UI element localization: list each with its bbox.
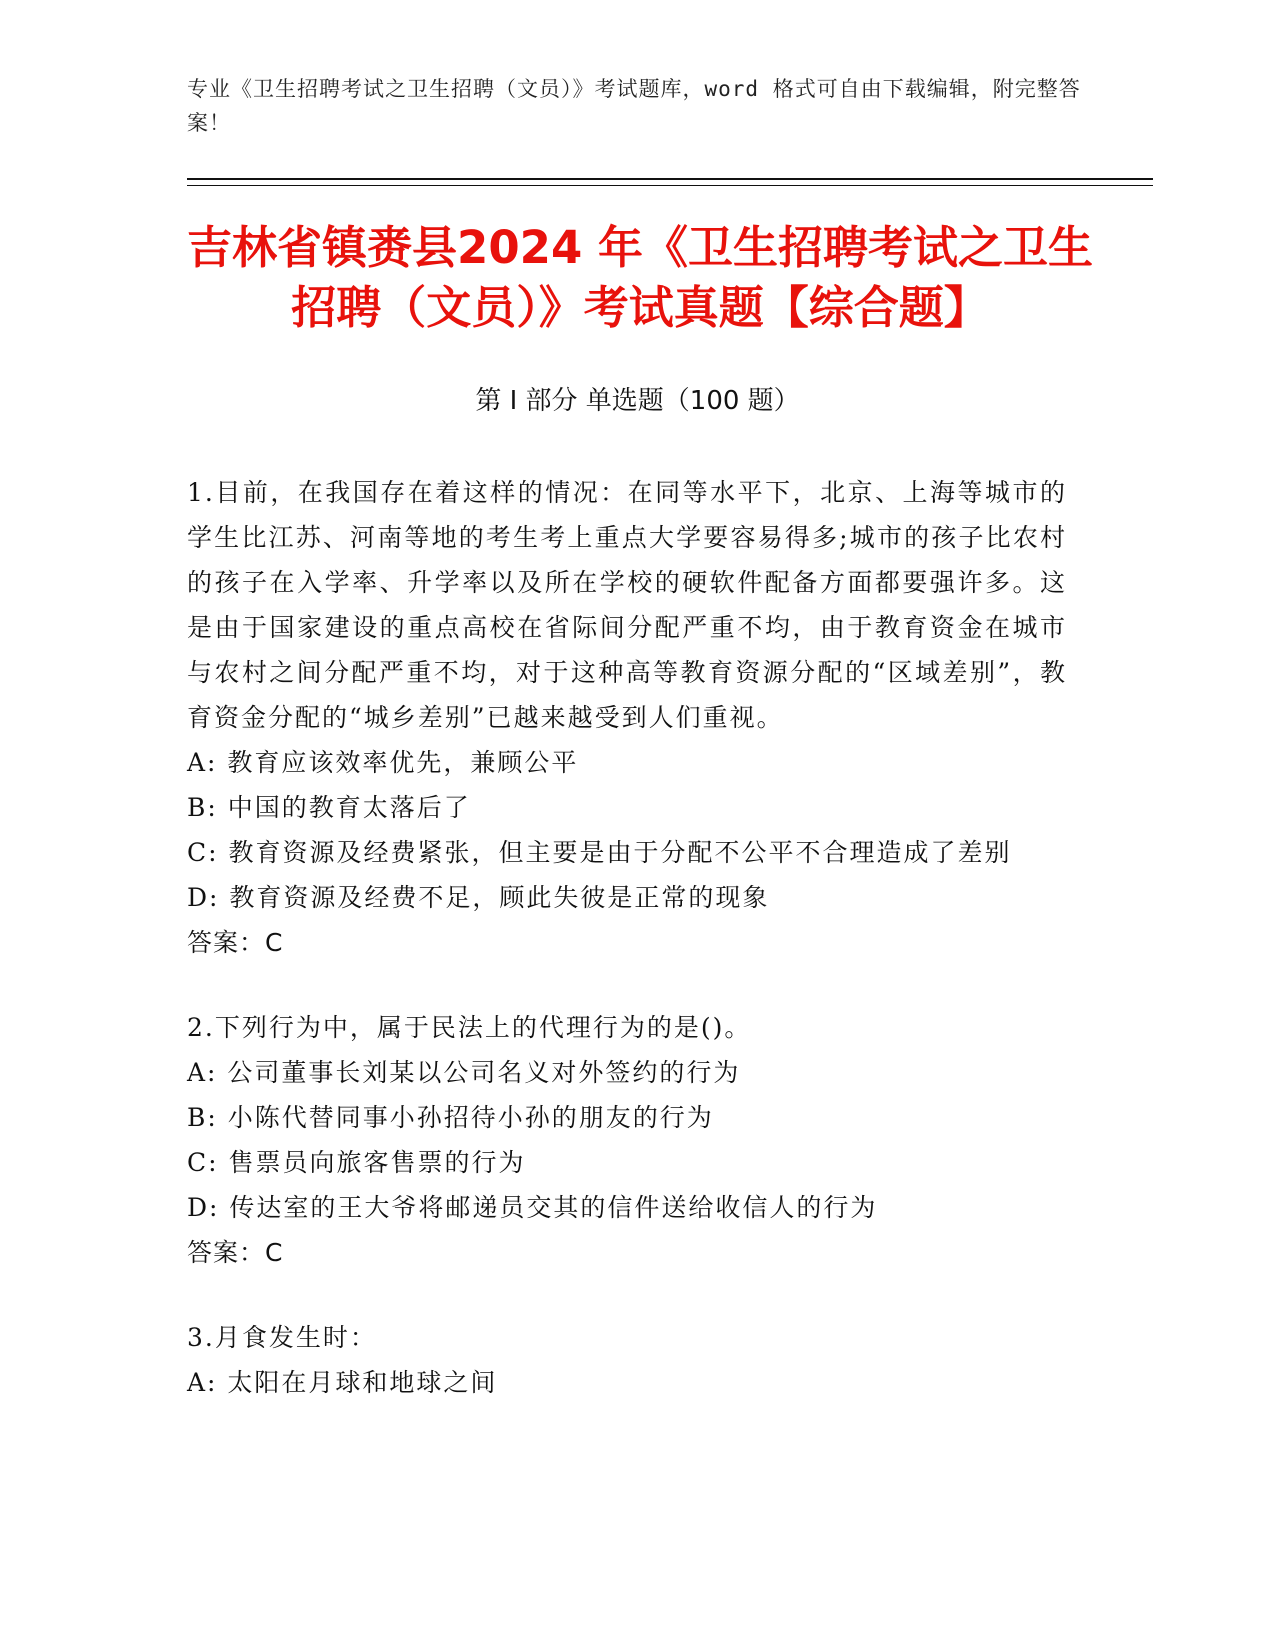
document-title: 吉林省镇赉县2024 年《卫生招聘考试之卫生招聘（文员）》考试真题【综合题】 — [187, 221, 1093, 334]
answer: 答案：C — [187, 928, 284, 957]
option-b: B: 小陈代替同事小孙招待小孙的朋友的行为 — [187, 1103, 714, 1132]
question-stem: 2.下列行为中，属于民法上的代理行为的是()。 — [187, 1013, 752, 1042]
question-2 — [187, 1005, 1067, 1275]
header-note: 专业《卫生招聘考试之卫生招聘（文员）》考试题库，word 格式可自由下载编辑，附完整答案！ — [187, 77, 1081, 135]
answer: 答案：C — [187, 1238, 284, 1267]
question-stem: 1.目前，在我国存在着这样的情况：在同等水平下，北京、上海等城市的学生比江苏、河南等地的考生考上重点大学要容易得多;城市的孩子比农村的孩子在入学率、升学率以及所在学校的硬软件配备方面都要强许多。这是由于国家建设的重点高校在省际间分配严重不均，由于教育资金在城市与农村之间分配严重不均，对于这种高等教育资源分配的“区域差别”，教育资金分配的“城乡差别”已越来越受到人们重视。 — [187, 478, 1067, 732]
option-c: C: 教育资源及经费紧张，但主要是由于分配不公平不合理造成了差别 — [187, 838, 1012, 867]
option-a: A: 公司董事长刘某以公司名义对外签约的行为 — [187, 1058, 741, 1087]
option-d: D: 传达室的王大爷将邮递员交其的信件送给收信人的行为 — [187, 1193, 878, 1222]
header-rule-thin — [187, 185, 1153, 186]
question-1 — [187, 470, 1067, 965]
question-list — [187, 470, 1067, 1445]
option-b: B: 中国的教育太落后了 — [187, 793, 471, 822]
header-rule-thick — [187, 178, 1153, 180]
section-heading: 第 I 部分 单选题（100 题） — [475, 386, 800, 416]
option-a: A: 太阳在月球和地球之间 — [187, 1368, 498, 1397]
question-stem: 3.月食发生时： — [187, 1323, 377, 1352]
question-3 — [187, 1315, 1067, 1405]
option-d: D: 教育资源及经费不足，顾此失彼是正常的现象 — [187, 883, 770, 912]
option-c: C: 售票员向旅客售票的行为 — [187, 1148, 526, 1177]
option-a: A: 教育应该效率优先，兼顾公平 — [187, 748, 579, 777]
